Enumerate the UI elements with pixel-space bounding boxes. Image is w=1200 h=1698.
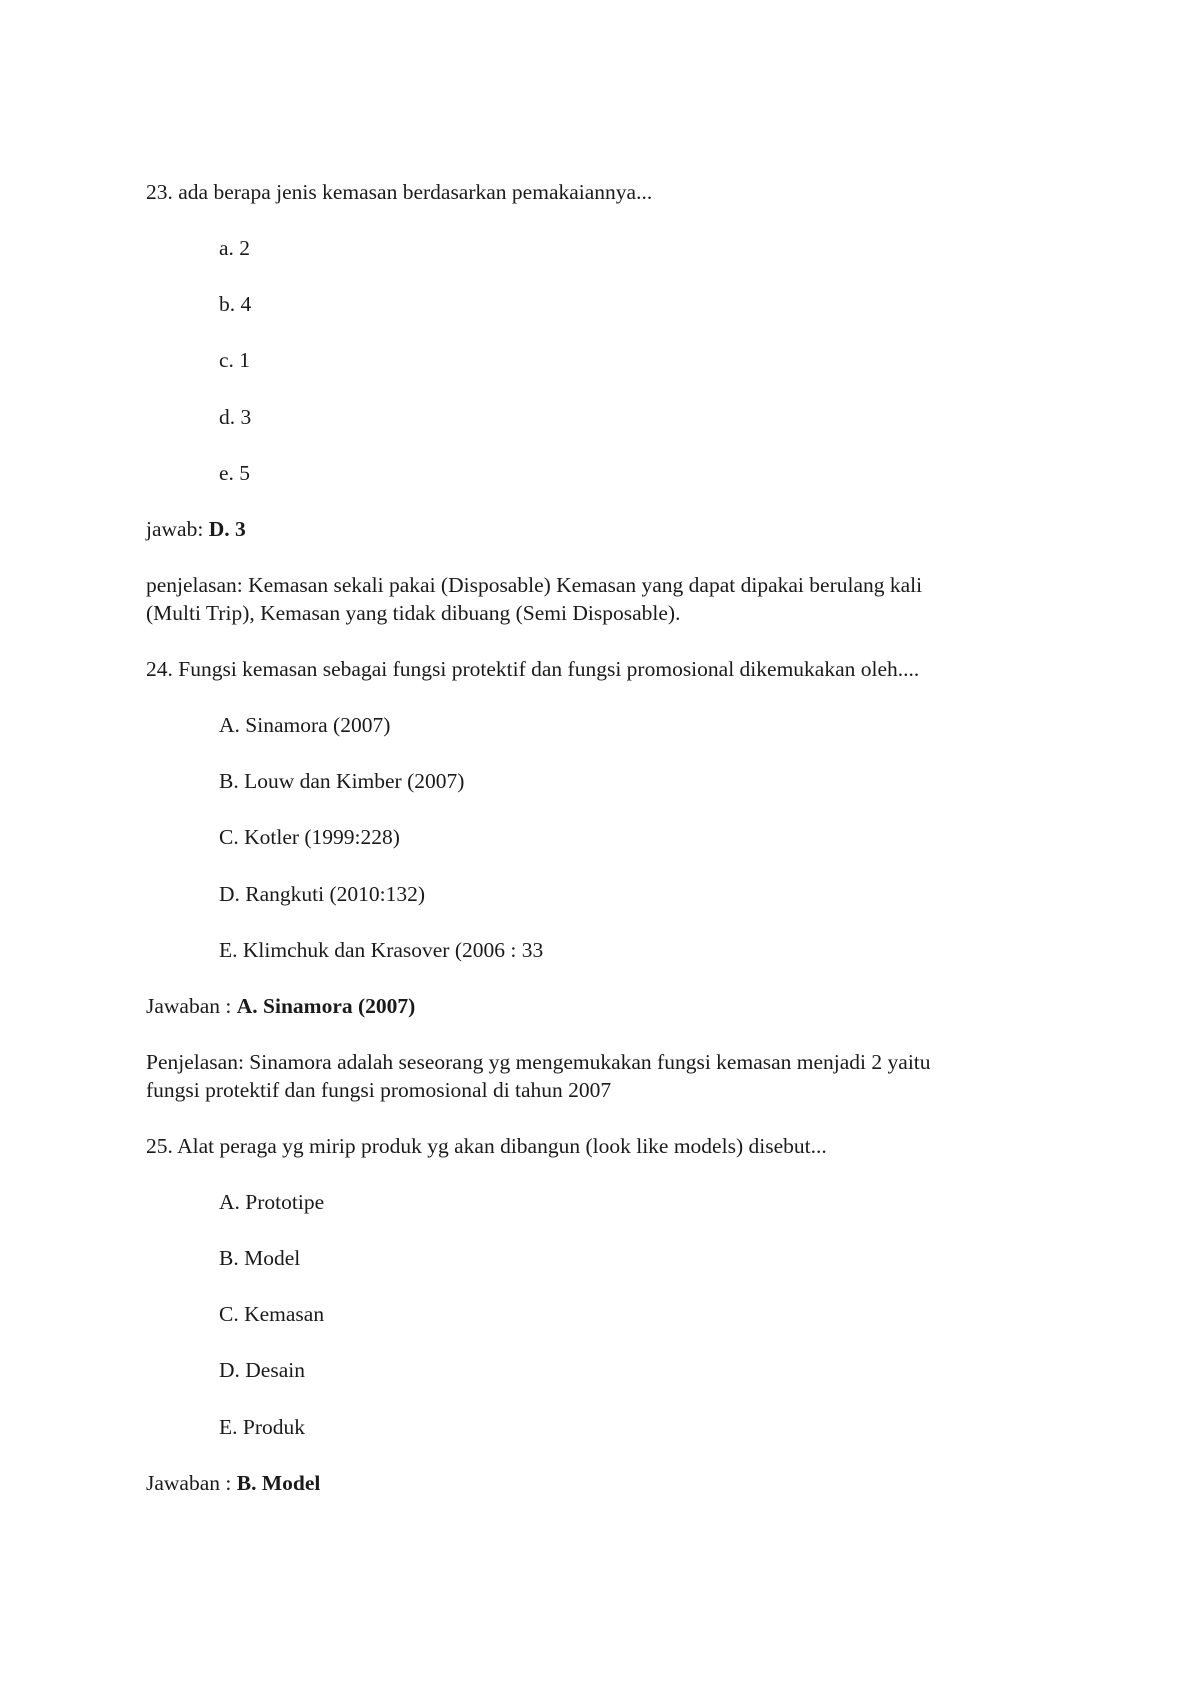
question-25-option-a: A. Prototipe — [219, 1190, 325, 1214]
question-24-option-b: B. Louw dan Kimber (2007) — [219, 769, 465, 793]
question-25-option-b: B. Model — [219, 1246, 301, 1270]
question-23-option-a: a. 2 — [219, 236, 251, 260]
question-23-text: 23. ada berapa jenis kemasan berdasarkan pemakaiannya... — [146, 180, 653, 204]
question-25-option-e: E. Produk — [219, 1415, 305, 1439]
answer-label: Jawaban : — [146, 1471, 237, 1495]
question-24-option-c: C. Kotler (1999:228) — [219, 825, 400, 849]
question-23-option-c: c. 1 — [219, 348, 251, 372]
question-23-option-b: b. 4 — [219, 292, 252, 316]
answer-value: B. Model — [236, 1471, 321, 1495]
answer-value: A. Sinamora (2007) — [236, 994, 416, 1018]
question-24-explanation-line-1: Penjelasan: Sinamora adalah seseorang yg mengemukakan fungsi kemasan menjadi 2 yaitu — [146, 1050, 931, 1074]
question-23-explanation-line-2: (Multi Trip), Kemasan yang tidak dibuang (Semi Disposable). — [146, 601, 681, 625]
question-25-option-c: C. Kemasan — [219, 1302, 325, 1326]
question-25-answer — [146, 1469, 320, 1497]
question-24-option-d: D. Rangkuti (2010:132) — [219, 882, 426, 906]
question-24-explanation-line-2: fungsi protektif dan fungsi promosional di tahun 2007 — [146, 1078, 612, 1102]
question-24-answer — [146, 992, 415, 1020]
question-24-text: 24. Fungsi kemasan sebagai fungsi protektif dan fungsi promosional dikemukakan oleh.... — [146, 657, 920, 681]
answer-label: Jawaban : — [146, 994, 237, 1018]
question-25-text: 25. Alat peraga yg mirip produk yg akan dibangun (look like models) disebut... — [146, 1134, 827, 1158]
question-24-option-e: E. Klimchuk dan Krasover (2006 : 33 — [219, 938, 544, 962]
question-23-explanation-line-1: penjelasan: Kemasan sekali pakai (Disposable) Kemasan yang dapat dipakai berulang kali — [146, 573, 923, 597]
question-24-option-a: A. Sinamora (2007) — [219, 713, 391, 737]
question-23-option-e: e. 5 — [219, 461, 251, 485]
question-23-answer — [146, 515, 246, 543]
answer-label: jawab: — [146, 517, 204, 541]
question-25-option-d: D. Desain — [219, 1358, 305, 1382]
answer-value: D. 3 — [208, 517, 246, 541]
question-23-option-d: d. 3 — [219, 405, 252, 429]
